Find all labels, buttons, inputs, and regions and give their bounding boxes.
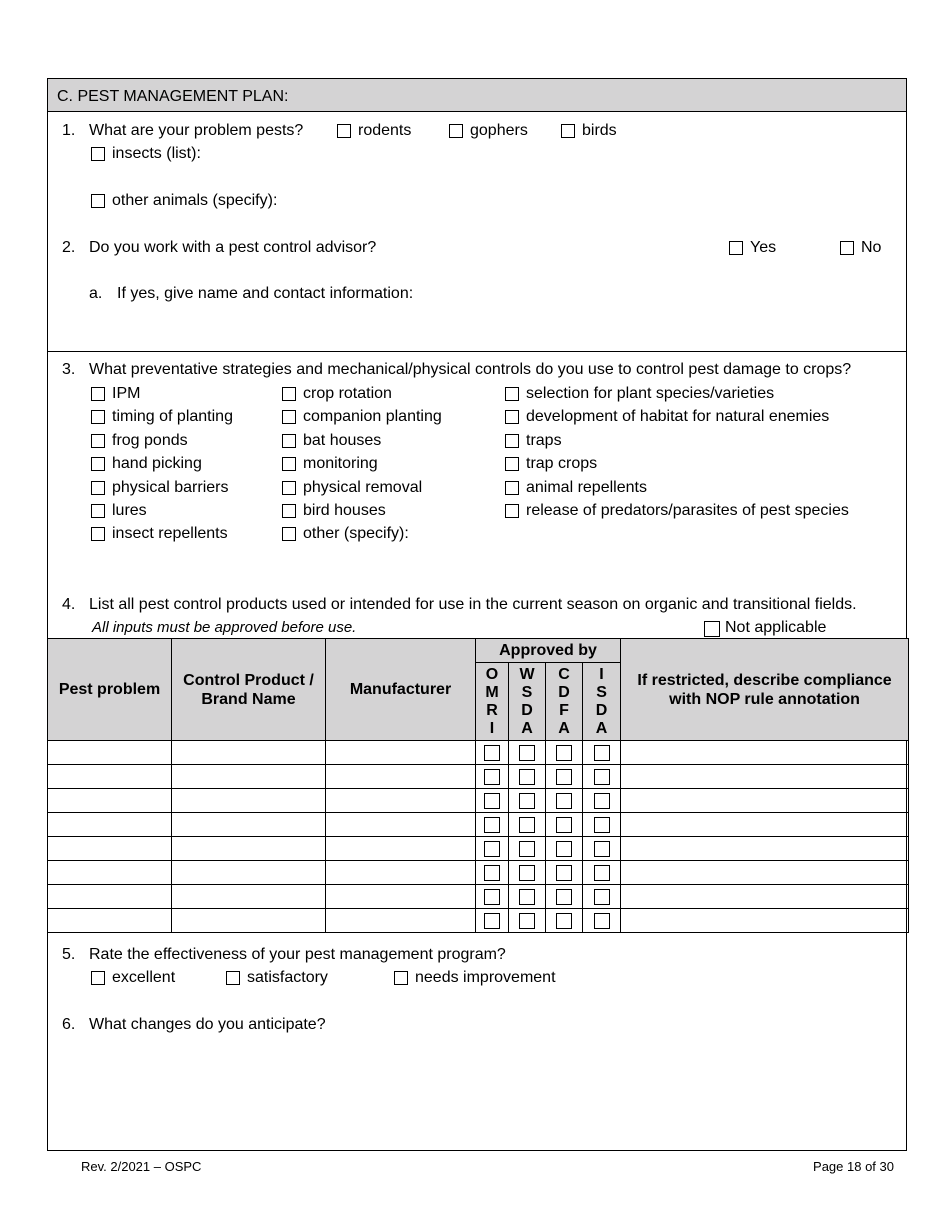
restricted-compliance-cell[interactable]: [621, 861, 909, 885]
table-row: [48, 741, 909, 765]
manufacturer-cell[interactable]: [326, 861, 476, 885]
manufacturer-cell[interactable]: [326, 741, 476, 765]
frog-ponds-checkbox[interactable]: [91, 434, 105, 448]
ipm-checkbox[interactable]: [91, 387, 105, 401]
wsda-checkbox[interactable]: [519, 889, 535, 905]
habitat-checkbox[interactable]: [505, 410, 519, 424]
divider: [47, 351, 907, 352]
wsda-cell: [509, 909, 546, 933]
agency-letter: D: [595, 701, 608, 719]
frog-ponds-label: frog ponds: [112, 432, 188, 449]
physical-barriers-checkbox[interactable]: [91, 481, 105, 495]
needs-improvement-label: needs improvement: [415, 969, 556, 986]
wsda-checkbox[interactable]: [519, 817, 535, 833]
agency-letter: D: [558, 683, 570, 701]
footer-page-number: Page 18 of 30: [813, 1159, 894, 1174]
cdfa-cell: [546, 741, 583, 765]
header-agency-omri: [476, 663, 509, 741]
omri-checkbox[interactable]: [484, 769, 500, 785]
control-product-cell[interactable]: [172, 813, 326, 837]
restricted-compliance-cell[interactable]: [621, 885, 909, 909]
q4-number: 4.: [62, 596, 76, 613]
advisor-yes-checkbox[interactable]: [729, 241, 743, 255]
companion-planting-checkbox[interactable]: [282, 410, 296, 424]
cdfa-checkbox[interactable]: [556, 769, 572, 785]
gophers-checkbox[interactable]: [449, 124, 463, 138]
insect-repellents-label: insect repellents: [112, 525, 228, 542]
wsda-checkbox[interactable]: [519, 769, 535, 785]
omri-cell: [476, 789, 509, 813]
q2-text: Do you work with a pest control advisor?: [89, 239, 377, 256]
omri-cell: [476, 861, 509, 885]
cdfa-checkbox[interactable]: [556, 865, 572, 881]
manufacturer-cell[interactable]: [326, 765, 476, 789]
excellent-label: excellent: [112, 969, 176, 986]
advisor-yes-label: Yes: [750, 239, 777, 256]
agency-letter: A: [595, 719, 608, 737]
manufacturer-cell[interactable]: [326, 789, 476, 813]
control-product-cell[interactable]: [172, 837, 326, 861]
q3-text: What preventative strategies and mechanical/physical controls do you use to control pest damage to crops?: [89, 361, 852, 378]
hand-picking-label: hand picking: [112, 455, 202, 472]
restricted-compliance-cell[interactable]: [621, 741, 909, 765]
cdfa-cell: [546, 837, 583, 861]
bat-houses-label: bat houses: [303, 432, 382, 449]
other-specify-checkbox[interactable]: [282, 527, 296, 541]
table-row: [48, 765, 909, 789]
wsda-checkbox[interactable]: [519, 745, 535, 761]
cdfa-cell: [546, 909, 583, 933]
lures-checkbox[interactable]: [91, 504, 105, 518]
cdfa-checkbox[interactable]: [556, 889, 572, 905]
agency-letter: D: [521, 701, 533, 719]
restricted-compliance-cell[interactable]: [621, 909, 909, 933]
cdfa-checkbox[interactable]: [556, 793, 572, 809]
traps-label: traps: [526, 432, 562, 449]
control-product-cell[interactable]: [172, 885, 326, 909]
q2-number: 2.: [62, 239, 76, 256]
q1-text: What are your problem pests?: [89, 122, 304, 139]
agency-letter: A: [558, 719, 570, 737]
predators-checkbox[interactable]: [505, 504, 519, 518]
isda-cell: [583, 837, 621, 861]
insects-label: insects (list):: [112, 145, 201, 162]
q2a-text: If yes, give name and contact information:: [117, 285, 414, 302]
omri-cell: [476, 741, 509, 765]
table-row: [48, 813, 909, 837]
restricted-compliance-cell[interactable]: [621, 789, 909, 813]
manufacturer-cell[interactable]: [326, 909, 476, 933]
q5-number: 5.: [62, 946, 76, 963]
cdfa-checkbox[interactable]: [556, 841, 572, 857]
bird-houses-checkbox[interactable]: [282, 504, 296, 518]
physical-removal-label: physical removal: [303, 479, 423, 496]
q5-text: Rate the effectiveness of your pest management program?: [89, 946, 506, 963]
omri-checkbox[interactable]: [484, 745, 500, 761]
isda-cell: [583, 765, 621, 789]
isda-cell: [583, 789, 621, 813]
pest-problem-cell[interactable]: [48, 813, 172, 837]
wsda-checkbox[interactable]: [519, 865, 535, 881]
isda-checkbox[interactable]: [594, 769, 610, 785]
header-agency-wsda: [509, 663, 546, 741]
advisor-no-label: No: [861, 239, 882, 256]
omri-checkbox[interactable]: [484, 913, 500, 929]
gophers-label: gophers: [470, 122, 528, 139]
agency-letter: F: [559, 701, 569, 719]
cdfa-checkbox[interactable]: [556, 913, 572, 929]
omri-checkbox[interactable]: [484, 865, 500, 881]
animal-repellents-checkbox[interactable]: [505, 481, 519, 495]
header-approved-by: Approved by: [476, 639, 621, 663]
cdfa-checkbox[interactable]: [556, 817, 572, 833]
crop-rotation-label: crop rotation: [303, 385, 392, 402]
agency-letter: C: [558, 665, 570, 683]
wsda-cell: [509, 861, 546, 885]
companion-planting-label: companion planting: [303, 408, 442, 425]
physical-barriers-label: physical barriers: [112, 479, 229, 496]
header-manufacturer: Manufacturer: [326, 639, 476, 741]
manufacturer-cell[interactable]: [326, 837, 476, 861]
omri-checkbox[interactable]: [484, 841, 500, 857]
q6-number: 6.: [62, 1016, 76, 1033]
table-row: [48, 885, 909, 909]
monitoring-label: monitoring: [303, 455, 378, 472]
header-agency-isda: [583, 663, 621, 741]
agency-letter: I: [489, 719, 495, 737]
control-product-cell[interactable]: [172, 789, 326, 813]
trap-crops-label: trap crops: [526, 455, 598, 472]
table-row: [48, 789, 909, 813]
rodents-checkbox[interactable]: [337, 124, 351, 138]
q1-number: 1.: [62, 122, 76, 139]
ipm-label: IPM: [112, 385, 141, 402]
cdfa-cell: [546, 885, 583, 909]
pest-problem-cell[interactable]: [48, 861, 172, 885]
cdfa-cell: [546, 813, 583, 837]
bat-houses-checkbox[interactable]: [282, 434, 296, 448]
omri-cell: [476, 885, 509, 909]
wsda-cell: [509, 789, 546, 813]
table-row: [48, 861, 909, 885]
predators-label: release of predators/parasites of pest species: [526, 502, 849, 519]
plant-selection-checkbox[interactable]: [505, 387, 519, 401]
isda-checkbox[interactable]: [594, 817, 610, 833]
birds-checkbox[interactable]: [561, 124, 575, 138]
header-pest-problem: Pest problem: [48, 639, 172, 741]
pest-problem-cell[interactable]: [48, 765, 172, 789]
cdfa-cell: [546, 765, 583, 789]
animal-repellents-label: animal repellents: [526, 479, 647, 496]
footer-revision: Rev. 2/2021 – OSPC: [81, 1159, 202, 1174]
lures-label: lures: [112, 502, 147, 519]
cdfa-cell: [546, 861, 583, 885]
isda-cell: [583, 885, 621, 909]
cdfa-checkbox[interactable]: [556, 745, 572, 761]
omri-cell: [476, 837, 509, 861]
control-product-cell[interactable]: [172, 741, 326, 765]
hand-picking-checkbox[interactable]: [91, 457, 105, 471]
pest-problem-cell[interactable]: [48, 909, 172, 933]
agency-letter: O: [485, 665, 499, 683]
isda-checkbox[interactable]: [594, 793, 610, 809]
isda-cell: [583, 861, 621, 885]
header-agency-cdfa: [546, 663, 583, 741]
manufacturer-cell[interactable]: [326, 813, 476, 837]
restricted-compliance-cell[interactable]: [621, 837, 909, 861]
q6-text: What changes do you anticipate?: [89, 1016, 326, 1033]
not-applicable-checkbox[interactable]: [704, 621, 720, 637]
wsda-cell: [509, 837, 546, 861]
q4-note: All inputs must be approved before use.: [92, 619, 357, 636]
header-restricted: If restricted, describe compliance with NOP rule annotation: [621, 639, 909, 741]
omri-cell: [476, 909, 509, 933]
satisfactory-label: satisfactory: [247, 969, 328, 986]
table-row: [48, 837, 909, 861]
needs-improvement-checkbox[interactable]: [394, 971, 408, 985]
wsda-cell: [509, 813, 546, 837]
monitoring-checkbox[interactable]: [282, 457, 296, 471]
agency-letter: S: [521, 683, 533, 701]
section-title: C. PEST MANAGEMENT PLAN:: [57, 88, 289, 105]
wsda-cell: [509, 765, 546, 789]
agency-letter: R: [486, 701, 498, 719]
agency-letter: M: [485, 683, 499, 701]
isda-checkbox[interactable]: [594, 889, 610, 905]
excellent-checkbox[interactable]: [91, 971, 105, 985]
table-row: [48, 909, 909, 933]
insect-repellents-checkbox[interactable]: [91, 527, 105, 541]
agency-letter: I: [599, 665, 604, 683]
wsda-checkbox[interactable]: [519, 841, 535, 857]
q3-number: 3.: [62, 361, 76, 378]
agency-letter: A: [521, 719, 533, 737]
timing-label: timing of planting: [112, 408, 233, 425]
traps-checkbox[interactable]: [505, 434, 519, 448]
manufacturer-cell[interactable]: [326, 885, 476, 909]
isda-checkbox[interactable]: [594, 865, 610, 881]
omri-cell: [476, 765, 509, 789]
cdfa-cell: [546, 789, 583, 813]
not-applicable-label: Not applicable: [725, 619, 827, 636]
control-product-cell[interactable]: [172, 861, 326, 885]
other-animals-label: other animals (specify):: [112, 192, 278, 209]
wsda-cell: [509, 885, 546, 909]
isda-checkbox[interactable]: [594, 913, 610, 929]
wsda-checkbox[interactable]: [519, 793, 535, 809]
wsda-checkbox[interactable]: [519, 913, 535, 929]
bird-houses-label: bird houses: [303, 502, 386, 519]
isda-checkbox[interactable]: [594, 841, 610, 857]
isda-cell: [583, 741, 621, 765]
q4-text: List all pest control products used or intended for use in the current season on organic and transitional fields.: [89, 596, 857, 613]
control-product-cell[interactable]: [172, 765, 326, 789]
control-product-cell[interactable]: [172, 909, 326, 933]
agency-letter: S: [596, 683, 607, 701]
crop-rotation-checkbox[interactable]: [282, 387, 296, 401]
other-animals-checkbox[interactable]: [91, 194, 105, 208]
omri-checkbox[interactable]: [484, 817, 500, 833]
q2a-number: a.: [89, 285, 103, 302]
header-control-product: Control Product / Brand Name: [172, 639, 326, 741]
pest-problem-cell[interactable]: [48, 885, 172, 909]
isda-cell: [583, 909, 621, 933]
satisfactory-checkbox[interactable]: [226, 971, 240, 985]
omri-cell: [476, 813, 509, 837]
omri-checkbox[interactable]: [484, 793, 500, 809]
pest-problem-cell[interactable]: [48, 837, 172, 861]
agency-letter: W: [519, 665, 535, 683]
insects-checkbox[interactable]: [91, 147, 105, 161]
restricted-compliance-cell[interactable]: [621, 765, 909, 789]
habitat-label: development of habitat for natural enemies: [526, 408, 830, 425]
other-specify-label: other (specify):: [303, 525, 409, 542]
omri-checkbox[interactable]: [484, 889, 500, 905]
wsda-cell: [509, 741, 546, 765]
plant-selection-label: selection for plant species/varieties: [526, 385, 775, 402]
rodents-label: rodents: [358, 122, 412, 139]
products-table: [47, 638, 909, 933]
advisor-no-checkbox[interactable]: [840, 241, 854, 255]
birds-label: birds: [582, 122, 617, 139]
physical-removal-checkbox[interactable]: [282, 481, 296, 495]
restricted-compliance-cell[interactable]: [621, 813, 909, 837]
pest-problem-cell[interactable]: [48, 741, 172, 765]
timing-checkbox[interactable]: [91, 410, 105, 424]
isda-checkbox[interactable]: [594, 745, 610, 761]
trap-crops-checkbox[interactable]: [505, 457, 519, 471]
isda-cell: [583, 813, 621, 837]
pest-problem-cell[interactable]: [48, 789, 172, 813]
